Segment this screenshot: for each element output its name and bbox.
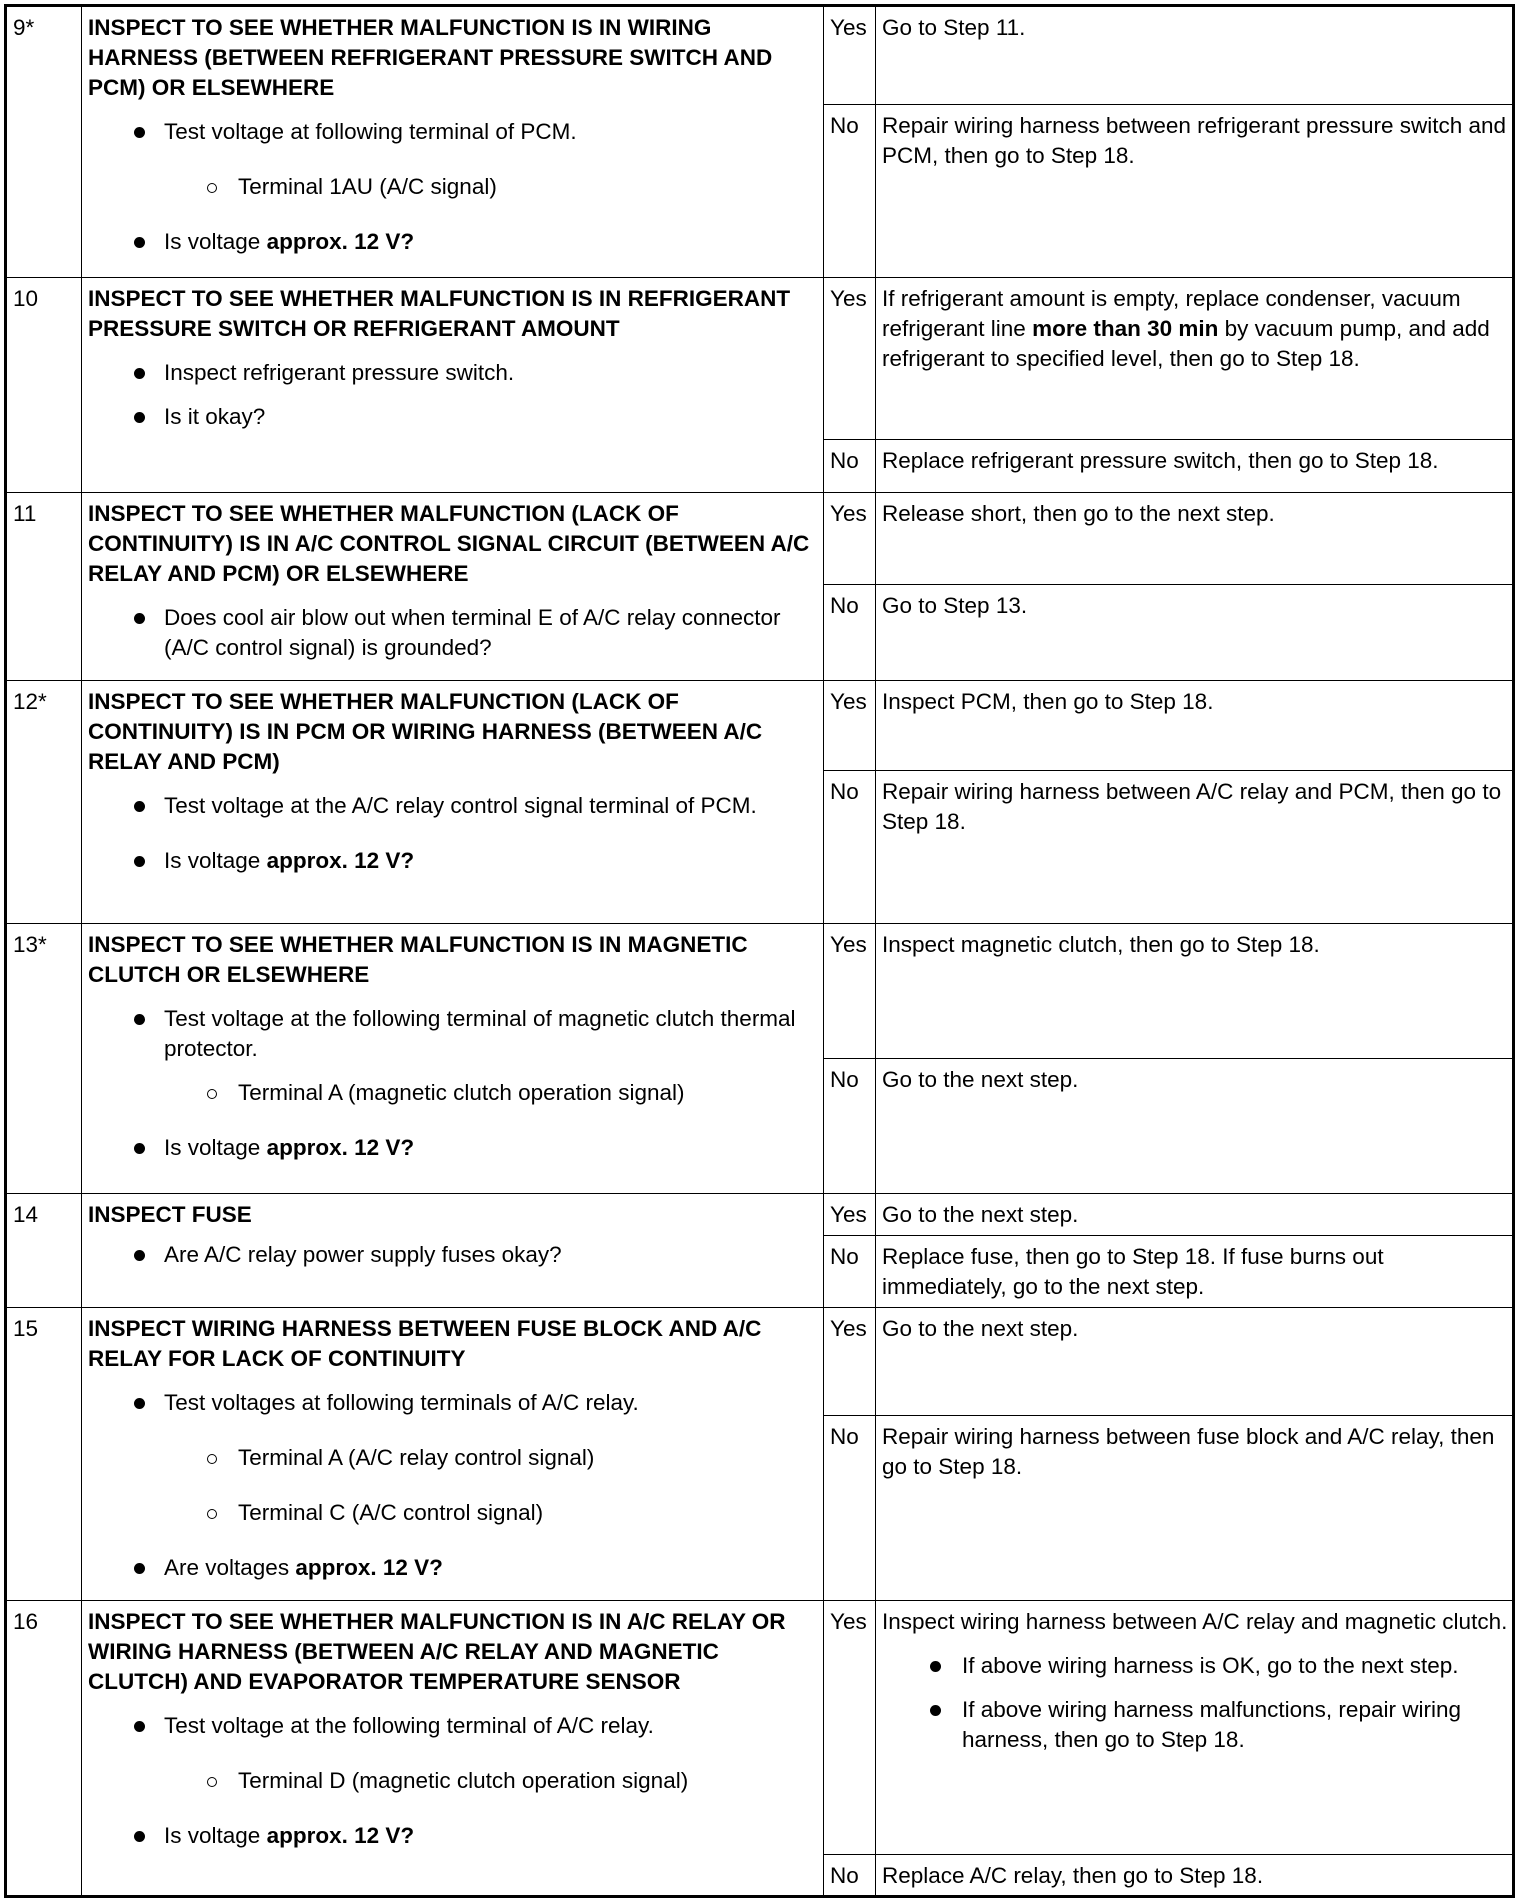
no-label: No [824,1855,876,1897]
yes-action: Go to the next step. [876,1308,1514,1416]
yes-label: Yes [824,1308,876,1416]
step-title: INSPECT TO SEE WHETHER MALFUNCTION (LACK OF CONTINUITY) IS IN PCM OR WIRING HARNESS (BETWEEN A/C RELAY AND PCM) [88,689,763,774]
inspection-cell [82,6,824,278]
no-action: Repair wiring harness between A/C relay and PCM, then go to Step 18. [876,771,1514,924]
question-emphasis: approx. 12 V? [266,229,415,254]
no-action: Replace fuse, then go to Step 18. If fuse burns out immediately, go to the next step. [876,1236,1514,1308]
bullet-item: Test voltage at the following terminal of A/C relay. [88,1711,819,1741]
no-label: No [824,1059,876,1194]
no-action: Repair wiring harness between refrigerant pressure switch and PCM, then go to Step 18. [876,105,1514,278]
yes-label: Yes [824,493,876,585]
step-number: 12* [6,681,82,924]
yes-label: Yes [824,924,876,1059]
yes-action: Go to the next step. [876,1194,1514,1236]
step-title: INSPECT TO SEE WHETHER MALFUNCTION IS IN REFRIGERANT PRESSURE SWITCH OR REFRIGERANT AMOUNT [88,286,791,341]
step-number: 11 [6,493,82,681]
yes-action: Inspect magnetic clutch, then go to Step 18. [876,924,1514,1059]
bullet-item: Does cool air blow out when terminal E of A/C relay connector (A/C control signal) is grounded? [88,603,819,663]
table-row-step-9 [6,6,1514,105]
no-label: No [824,105,876,278]
question-text: Are voltages [164,1555,296,1580]
no-label: No [824,1236,876,1308]
question-item [88,1133,819,1163]
sub-bullet-item: Terminal D (magnetic clutch operation signal) [88,1766,819,1796]
step-title: INSPECT TO SEE WHETHER MALFUNCTION IS IN WIRING HARNESS (BETWEEN REFRIGERANT PRESSURE SWITCH AND PCM) OR ELSEWHERE [88,15,773,100]
yes-action-bullet: If above wiring harness malfunctions, repair wiring harness, then go to Step 18. [882,1695,1508,1755]
no-label: No [824,1416,876,1601]
sub-bullet-item: Terminal A (magnetic clutch operation signal) [88,1078,819,1108]
yes-label: Yes [824,1194,876,1236]
inspection-cell [82,278,824,493]
step-number: 14 [6,1194,82,1308]
no-label: No [824,585,876,681]
yes-action-text: Inspect wiring harness between A/C relay and magnetic clutch. [882,1609,1508,1634]
no-label: No [824,440,876,493]
question-emphasis: approx. 12 V? [266,1823,415,1848]
yes-label: Yes [824,6,876,105]
step-title: INSPECT TO SEE WHETHER MALFUNCTION IS IN MAGNETIC CLUTCH OR ELSEWHERE [88,932,748,987]
table-row-step-12 [6,681,1514,771]
step-number: 15 [6,1308,82,1601]
yes-action: Go to Step 11. [876,6,1514,105]
question-item [88,846,819,876]
bullet-item: Test voltage at the A/C relay control signal terminal of PCM. [88,791,819,821]
bullet-item: Test voltages at following terminals of A/C relay. [88,1388,819,1418]
sub-bullet-item: Terminal C (A/C control signal) [88,1498,819,1528]
step-number: 16 [6,1601,82,1897]
step-title: INSPECT FUSE [88,1202,252,1227]
bullet-item: Test voltage at the following terminal of magnetic clutch thermal protector. [88,1004,819,1064]
table-row-step-10 [6,278,1514,440]
yes-label: Yes [824,681,876,771]
question-text: Is voltage [164,1135,267,1160]
sub-bullet-item: Terminal 1AU (A/C signal) [88,172,819,202]
table-row-step-11 [6,493,1514,585]
no-action: Go to the next step. [876,1059,1514,1194]
question-item: Is it okay? [88,402,819,432]
inspection-cell [82,924,824,1194]
yes-label: Yes [824,278,876,440]
step-number: 10 [6,278,82,493]
yes-action-emphasis: more than 30 min [1032,316,1219,341]
table-row-step-16 [6,1601,1514,1855]
yes-action [876,1601,1514,1855]
question-text: Is voltage [164,848,267,873]
no-label: No [824,771,876,924]
yes-action-text: by vacuum pump, and add refrigerant to specified level, then go to Step 18. [882,316,1490,371]
table-row-step-13 [6,924,1514,1059]
no-action: Replace refrigerant pressure switch, then go to Step 18. [876,440,1514,493]
bullet-item: Test voltage at following terminal of PCM. [88,117,819,147]
yes-action-bullet: If above wiring harness is OK, go to the next step. [882,1651,1508,1681]
step-number: 13* [6,924,82,1194]
bullet-item: Inspect refrigerant pressure switch. [88,358,819,388]
question-item [88,1821,819,1851]
question-item [88,227,819,257]
question-text: Is voltage [164,1823,267,1848]
step-number: 9* [6,6,82,278]
question-text: Is voltage [164,229,267,254]
bullet-item: Are A/C relay power supply fuses okay? [88,1240,819,1270]
no-action: Replace A/C relay, then go to Step 18. [876,1855,1514,1897]
inspection-cell [82,1601,824,1897]
table-row-step-15 [6,1308,1514,1416]
troubleshooting-table [4,4,1515,1898]
inspection-cell [82,493,824,681]
step-title: INSPECT TO SEE WHETHER MALFUNCTION (LACK OF CONTINUITY) IS IN A/C CONTROL SIGNAL CIRCUIT (BETWEEN A/C RELAY AND PCM) OR ELSEWHERE [88,501,810,586]
yes-action: Release short, then go to the next step. [876,493,1514,585]
yes-action: Inspect PCM, then go to Step 18. [876,681,1514,771]
yes-action [876,278,1514,440]
yes-action-text: If refrigerant amount is empty, replace condenser, vacuum refrigerant line [882,286,1461,341]
question-emphasis: approx. 12 V? [295,1555,443,1580]
step-title: INSPECT WIRING HARNESS BETWEEN FUSE BLOCK AND A/C RELAY FOR LACK OF CONTINUITY [88,1316,762,1371]
inspection-cell [82,1308,824,1601]
no-action: Repair wiring harness between fuse block and A/C relay, then go to Step 18. [876,1416,1514,1601]
inspection-cell [82,681,824,924]
sub-bullet-item: Terminal A (A/C relay control signal) [88,1443,819,1473]
diagnostic-procedure-document [4,4,1512,1898]
question-emphasis: approx. 12 V? [266,848,415,873]
inspection-cell [82,1194,824,1308]
yes-label: Yes [824,1601,876,1855]
step-title: INSPECT TO SEE WHETHER MALFUNCTION IS IN A/C RELAY OR WIRING HARNESS (BETWEEN A/C RELAY AND MAGNETIC CLUTCH) AND EVAPORATOR TEMPERATURE SENSOR [88,1609,786,1694]
no-action: Go to Step 13. [876,585,1514,681]
question-item [88,1553,819,1583]
question-emphasis: approx. 12 V? [266,1135,415,1160]
table-row-step-14 [6,1194,1514,1236]
